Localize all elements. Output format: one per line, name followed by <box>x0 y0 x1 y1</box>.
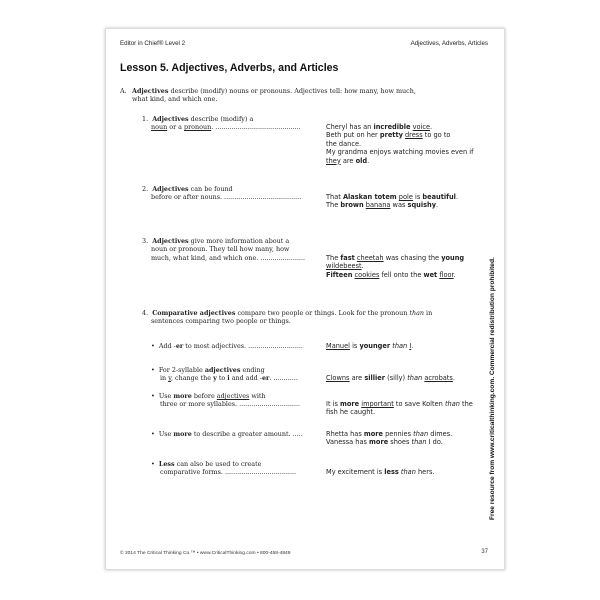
intro-line2: what kind, and which one. <box>132 95 218 104</box>
bullet-5-example <box>326 468 434 476</box>
rule-1-examples <box>326 123 506 165</box>
intro-bold: Adjectives <box>132 87 169 95</box>
rule-1-pronoun: pronoun <box>184 123 212 132</box>
bullet-2-example <box>326 374 455 382</box>
rule-1-number: 1. <box>142 115 149 123</box>
rule-3-line2: noun or pronoun. They tell how many, how <box>151 245 290 254</box>
rule-1-bold: Adjectives <box>152 115 189 123</box>
worksheet-page <box>105 28 505 570</box>
example-text: The fast cheetah was chasing the young <box>326 254 465 262</box>
example-text: Clowns are sillier (silly) than acrobats. <box>326 374 455 382</box>
example-text: The brown banana was squishy. <box>326 201 439 210</box>
rule-3-examples <box>326 254 506 279</box>
example-text: It is more important to save Kolten than the <box>326 400 473 408</box>
rule-3-line3: much, what kind, and which one. ...................... <box>151 253 306 262</box>
example-text: wildebeest. <box>326 262 364 271</box>
rule-2-line2: before or after nouns. ...................................... <box>151 193 302 202</box>
bullet-3-example <box>326 400 473 417</box>
sidebar-notice: Free resource from www.criticalthinking.com. Commercial redistribution prohibited. <box>489 257 496 520</box>
bullet-3: • Use more before adjectives with three or more syllables. .............................. <box>151 392 301 409</box>
example-text: That Alaskan totem pole is beautiful. <box>326 193 459 201</box>
rule-4-line1-end: in <box>424 309 433 317</box>
example-text: Manuel is younger than I. <box>326 342 414 350</box>
rule-4-than: than <box>409 309 425 317</box>
intro-line1: describe (modify) nouns or pronouns. Adjectives tell: how many, how much, <box>168 87 416 95</box>
bullet-4: • Use more to describe a greater amount. ..... <box>151 430 303 438</box>
bullet-1: • Add -er to most adjectives. ........................... <box>151 342 303 350</box>
example-text: Cheryl has an incredible voice. <box>326 123 433 131</box>
header-section-title: Adjectives, Adverbs, Articles <box>410 40 488 47</box>
rule-4-number: 4. <box>142 309 149 317</box>
example-text: they are old. <box>326 156 370 165</box>
example-text: Vanessa has more shoes than I do. <box>326 438 443 447</box>
lesson-title: Lesson 5. Adjectives, Adverbs, and Articles <box>120 62 339 74</box>
rule-2-number: 2. <box>142 185 149 193</box>
example-text: fish he caught. <box>326 408 376 417</box>
rule-2-bold: Adjectives <box>152 185 189 193</box>
intro-label: A. <box>120 87 127 95</box>
rule-1-line1: describe (modify) a <box>188 115 254 123</box>
intro-paragraph <box>120 87 440 104</box>
bullet-2: • For 2-syllable adjectives ending in y, change the y to i and add -er. ............ <box>151 366 298 383</box>
bullet-5: • Less can also be used to create comparative forms. ................................... <box>151 460 297 477</box>
rule-1-or: or a <box>167 123 185 132</box>
rule-1-leader: . .......................................... <box>211 123 301 132</box>
rule-4-bold: Comparative adjectives <box>152 309 236 317</box>
rule-2-examples <box>326 193 506 210</box>
example-text: Fifteen cookies fell onto the wet floor. <box>326 270 456 279</box>
rule-2 <box>142 185 322 202</box>
footer-copyright: © 2014 The Critical Thinking Co.™ • www.CriticalThinking.com • 800-458-4849 <box>120 551 291 556</box>
rule-3-number: 3. <box>142 237 149 245</box>
rule-1-noun: noun <box>151 123 168 132</box>
rule-1 <box>142 115 307 132</box>
rule-3 <box>142 237 322 262</box>
rule-4-line1: compare two people or things. Look for the pronoun <box>235 309 410 317</box>
rule-3-line1: give more information about a <box>188 237 290 245</box>
page-number: 37 <box>481 549 488 555</box>
header-book-title: Editor in Chief® Level 2 <box>120 40 186 47</box>
example-text: My excitement is less than hers. <box>326 468 435 476</box>
example-text: Beth put on her pretty dress to go to <box>326 131 451 140</box>
bullet-1-example <box>326 342 413 350</box>
rule-3-bold: Adjectives <box>152 237 189 245</box>
bullet-4-example <box>326 430 452 447</box>
example-text: My grandma enjoys watching movies even if <box>326 148 474 157</box>
rule-4-line2: sentences comparing two people or things. <box>151 317 291 326</box>
example-text: the dance. <box>326 139 362 148</box>
rule-2-line1: can be found <box>188 185 233 193</box>
rule-4 <box>142 309 482 326</box>
example-text: Rhetta has more pennies than dimes. <box>326 430 453 438</box>
